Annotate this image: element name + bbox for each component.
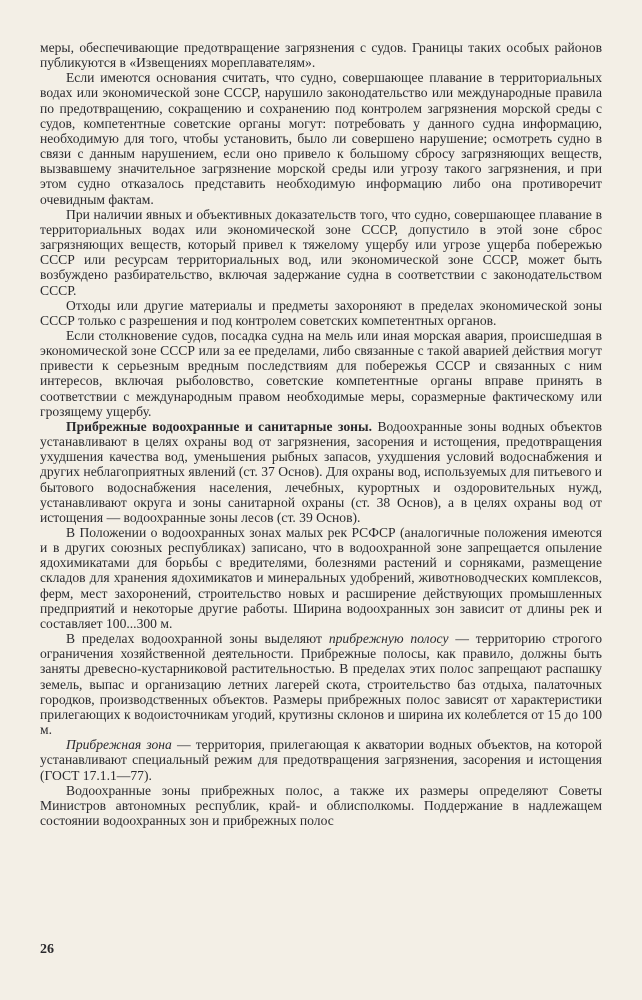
- term-coastal-strip: прибрежную полосу: [328, 631, 449, 647]
- section-heading: Прибрежные водоохранные и санитарные зоны.: [66, 418, 372, 434]
- paragraph-8-lead: В пределах водоохранной зоны выделяют: [66, 631, 329, 647]
- paragraph-4: Отходы или другие материалы и предметы захороняют в пределах экономической зоны СССР только с разрешения и под контролем советских компетентных органов.: [40, 297, 602, 328]
- paragraph-8-text: — территорию строгого ограничения хозяйственной деятельности. Прибрежные полосы, как правило, должны быть заняты древесно-кустарниковой растительностью. В пределах этих полос запрещают распашку земель, выпас и организацию летних лагерей скота, строительство баз отдыха, палаточных городков, производственных объектов. Размеры прибрежных полос зависят от характеристики прилегающих к водоисточникам угодий, крутизны склонов и ширина их колеблется от 15 до 100 м.: [40, 631, 603, 738]
- paragraph-1: меры, обеспечивающие предотвращение загрязнения с судов. Границы таких особых районов публикуются в «Извещениях мореплавателям».: [40, 40, 602, 71]
- paragraph-8: [40, 631, 602, 737]
- paragraph-3: При наличии явных и объективных доказательств того, что судно, совершающее плавание в территориальных водах или экономической зоне СССР, допустило в этой зоне сброс загрязняющих веществ, который привел к тяжелому ущербу или угрозе ущерба побережью СССР или ресурсам территориальных вод, или экономической зоне СССР, может быть возбуждено разбирательство, включая задержание судна в соответствии с законодательством СССР.: [40, 206, 602, 298]
- paragraph-7: В Положении о водоохранных зонах малых рек РСФСР (аналогичные положения имеются и в других союзных республиках) записано, что в водоохранной зоне запрещается опыление ядохимикатами для борьбы с вредителями, болезнями растений и сорняками, размещение складов для хранения ядохимикатов и минеральных удобрений, животноводческих комплексов, ферм, мест захоронений, строительство новых и расширение действующих промышленных предприятий и некоторые другие работы. Ширина водоохранных зон зависит от длины рек и составляет 100...300 м.: [40, 525, 602, 631]
- term-coastal-zone: Прибрежная зона: [66, 737, 172, 753]
- paragraph-9-text: — территория, прилегающая к акватории водных объектов, на которой устанавливают специальный режим для предотвращения загрязнения, засорения и истощения (ГОСТ 17.1.1—77).: [40, 737, 602, 783]
- paragraph-6-text: Водоохранные зоны водных объектов устанавливают в целях охраны вод от загрязнения, засорения и истощения, предотвращения ухудшения качества вод, уменьшения рыбных запасов, ухудшения условий водоснабжения и других неблагоприятных явлений (ст. 37 Основ). Для охраны вод, используемых для питьевого и бытового водоснабжения населения, лечебных, курортных и оздоровительных нужд, устанавливают округа и зоны санитарной охраны (ст. 38 Основ), а в целях охраны вод от истощения — водоохранные зоны лесов (ст. 39 Основ).: [40, 418, 602, 525]
- paragraph-6: [40, 419, 602, 525]
- page-number: 26: [40, 942, 54, 957]
- paragraph-10: Водоохранные зоны прибрежных полос, а также их размеры определяют Советы Министров автономных республик, край- и облисполкомы. Поддержание в надлежащем состоянии водоохранных зон и прибрежных полос: [40, 782, 602, 828]
- paragraph-2: Если имеются основания считать, что судно, совершающее плавание в территориальных водах или экономической зоне СССР, нарушило законодательство или международные правила по предотвращению, сокращению и сохранению под контролем загрязнения морской среды с судов, компетентные советские органы могут: потребовать у данного судна информацию, необходимую для того, чтобы установить, было ли совершено нарушение; осмотреть судно в связи с данным нарушением, если оно привело к большому сбросу загрязняющих веществ, вызвавшему значительное загрязнение морской среды или угрозу такого загрязнения, и при этом судно отказалось представить необходимую информацию либо она противоречит очевидным фактам.: [40, 70, 602, 207]
- paragraph-9: [40, 737, 602, 782]
- paragraph-5: Если столкновение судов, посадка судна на мель или иная морская авария, происшедшая в экономической зоне СССР или за ее пределами, либо связанные с такой аварией действия могут привести к серьезным вредным последствиям для побережья СССР и связанных с ним интересов, включая рыболовство, советские компетентные органы вправе принять в соответствии с международным правом необходимые меры, соразмерные фактическому или грозящему ущербу.: [40, 327, 602, 419]
- page-body: [40, 40, 602, 828]
